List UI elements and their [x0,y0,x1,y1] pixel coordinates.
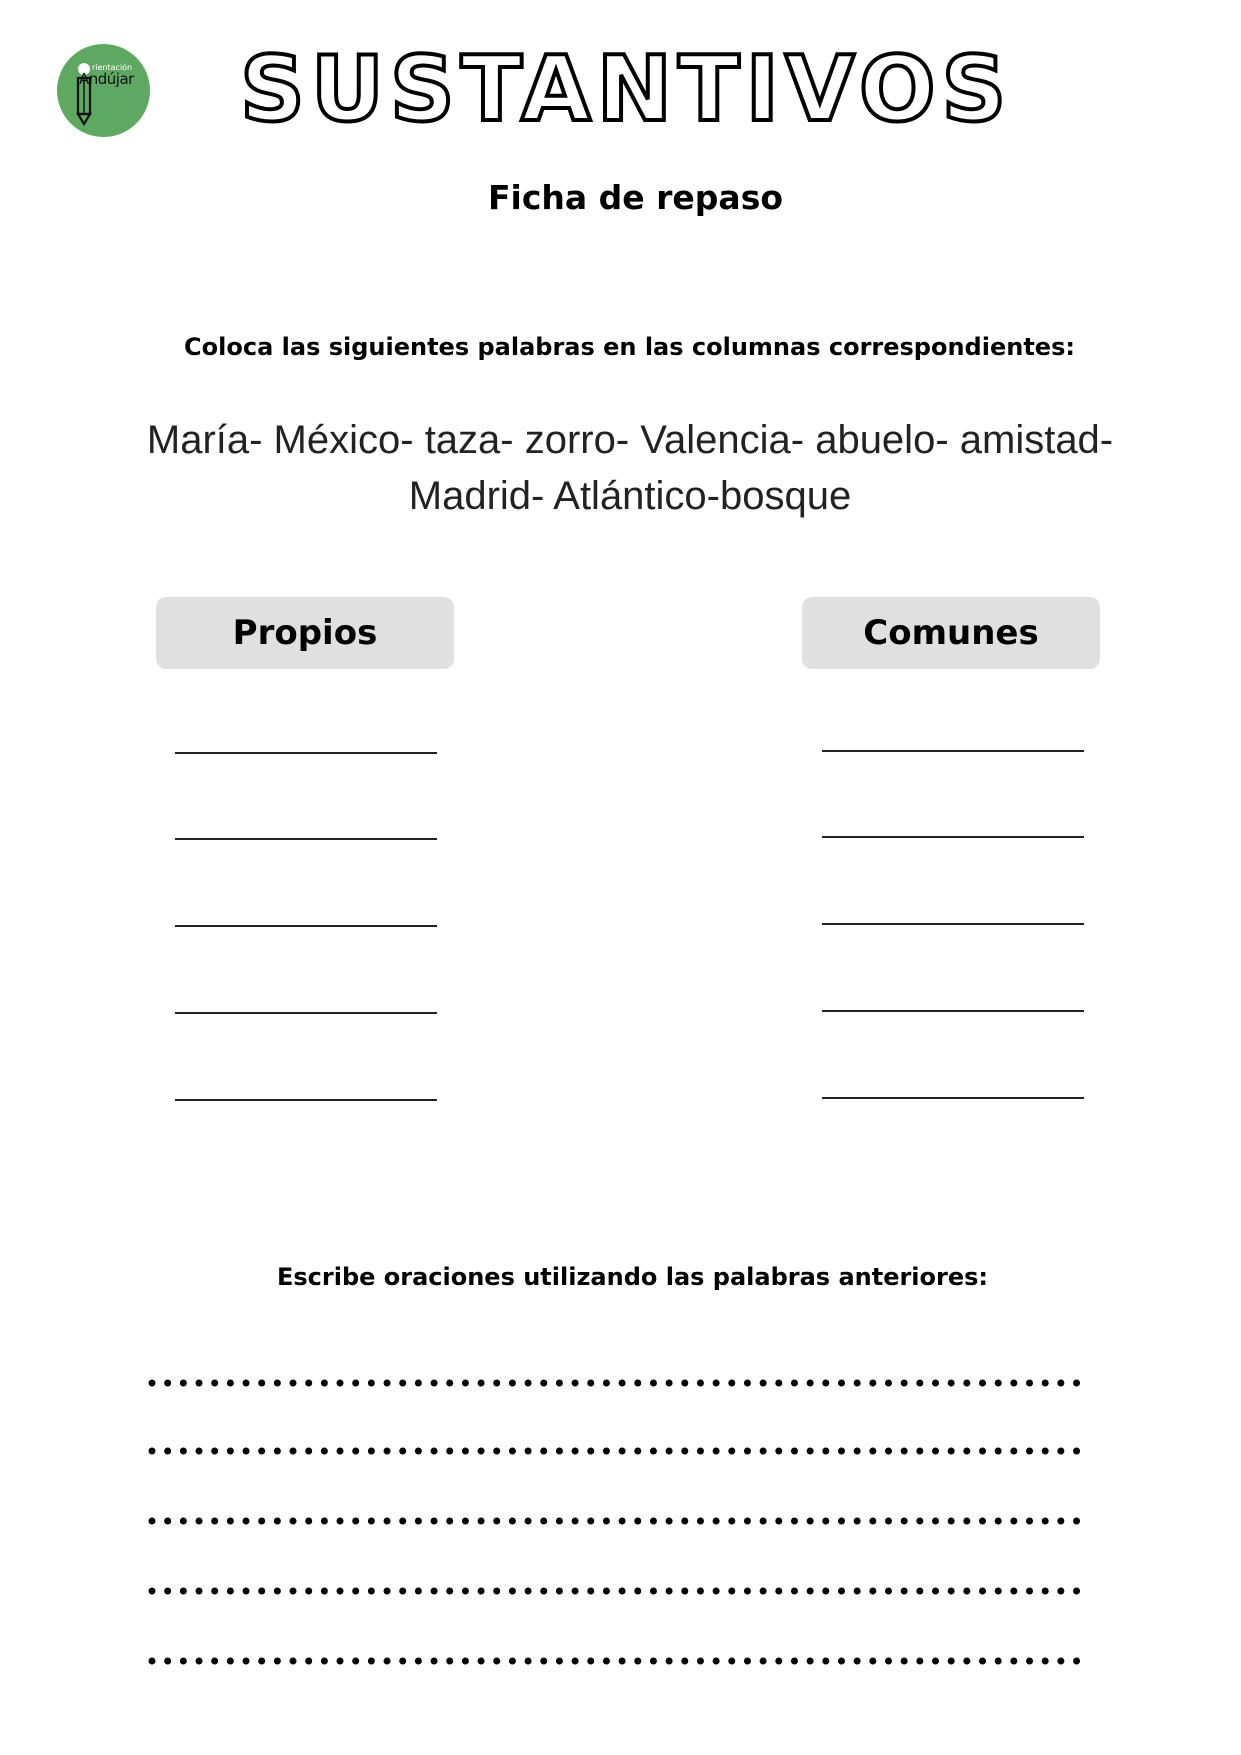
logo-big-text: Andújar [79,70,134,88]
pencil-icon [57,44,150,137]
answer-line-comunes-4[interactable] [822,1010,1084,1012]
dotted-writing-line-4[interactable] [148,1586,1096,1596]
dotted-writing-line-1[interactable] [148,1378,1096,1388]
word-list-line-1: María- México- taza- zorro- Valencia- abuelo- amistad- [146,418,1114,462]
title-block [240,30,1013,150]
logo-small-text: rientación [92,63,133,72]
exercise1-instruction: Coloca las siguientes palabras en las columnas correspondientes: [184,333,1075,361]
page-subtitle: Ficha de repaso [487,178,784,217]
answer-line-propios-4[interactable] [175,1012,437,1014]
answer-line-comunes-1[interactable] [822,750,1084,752]
word-list-line-2: Madrid- Atlántico-bosque [408,474,852,518]
dotted-writing-line-5[interactable] [148,1656,1096,1666]
answer-line-comunes-3[interactable] [822,923,1084,925]
answer-line-propios-5[interactable] [175,1099,437,1101]
exercise2-instruction: Escribe oraciones utilizando las palabras anteriores: [276,1263,989,1291]
answer-line-comunes-2[interactable] [822,836,1084,838]
word-list [140,412,1120,524]
column-header-propios: Propios [156,597,454,669]
answer-line-propios-1[interactable] [175,752,437,754]
column-header-comunes: Comunes [802,597,1100,669]
dotted-writing-line-3[interactable] [148,1516,1096,1526]
page-title: SUSTANTIVOS [240,37,1013,142]
answer-line-comunes-5[interactable] [822,1097,1084,1099]
dotted-writing-line-2[interactable] [148,1446,1096,1456]
logo [57,44,150,137]
answer-line-propios-2[interactable] [175,838,437,840]
answer-line-propios-3[interactable] [175,925,437,927]
